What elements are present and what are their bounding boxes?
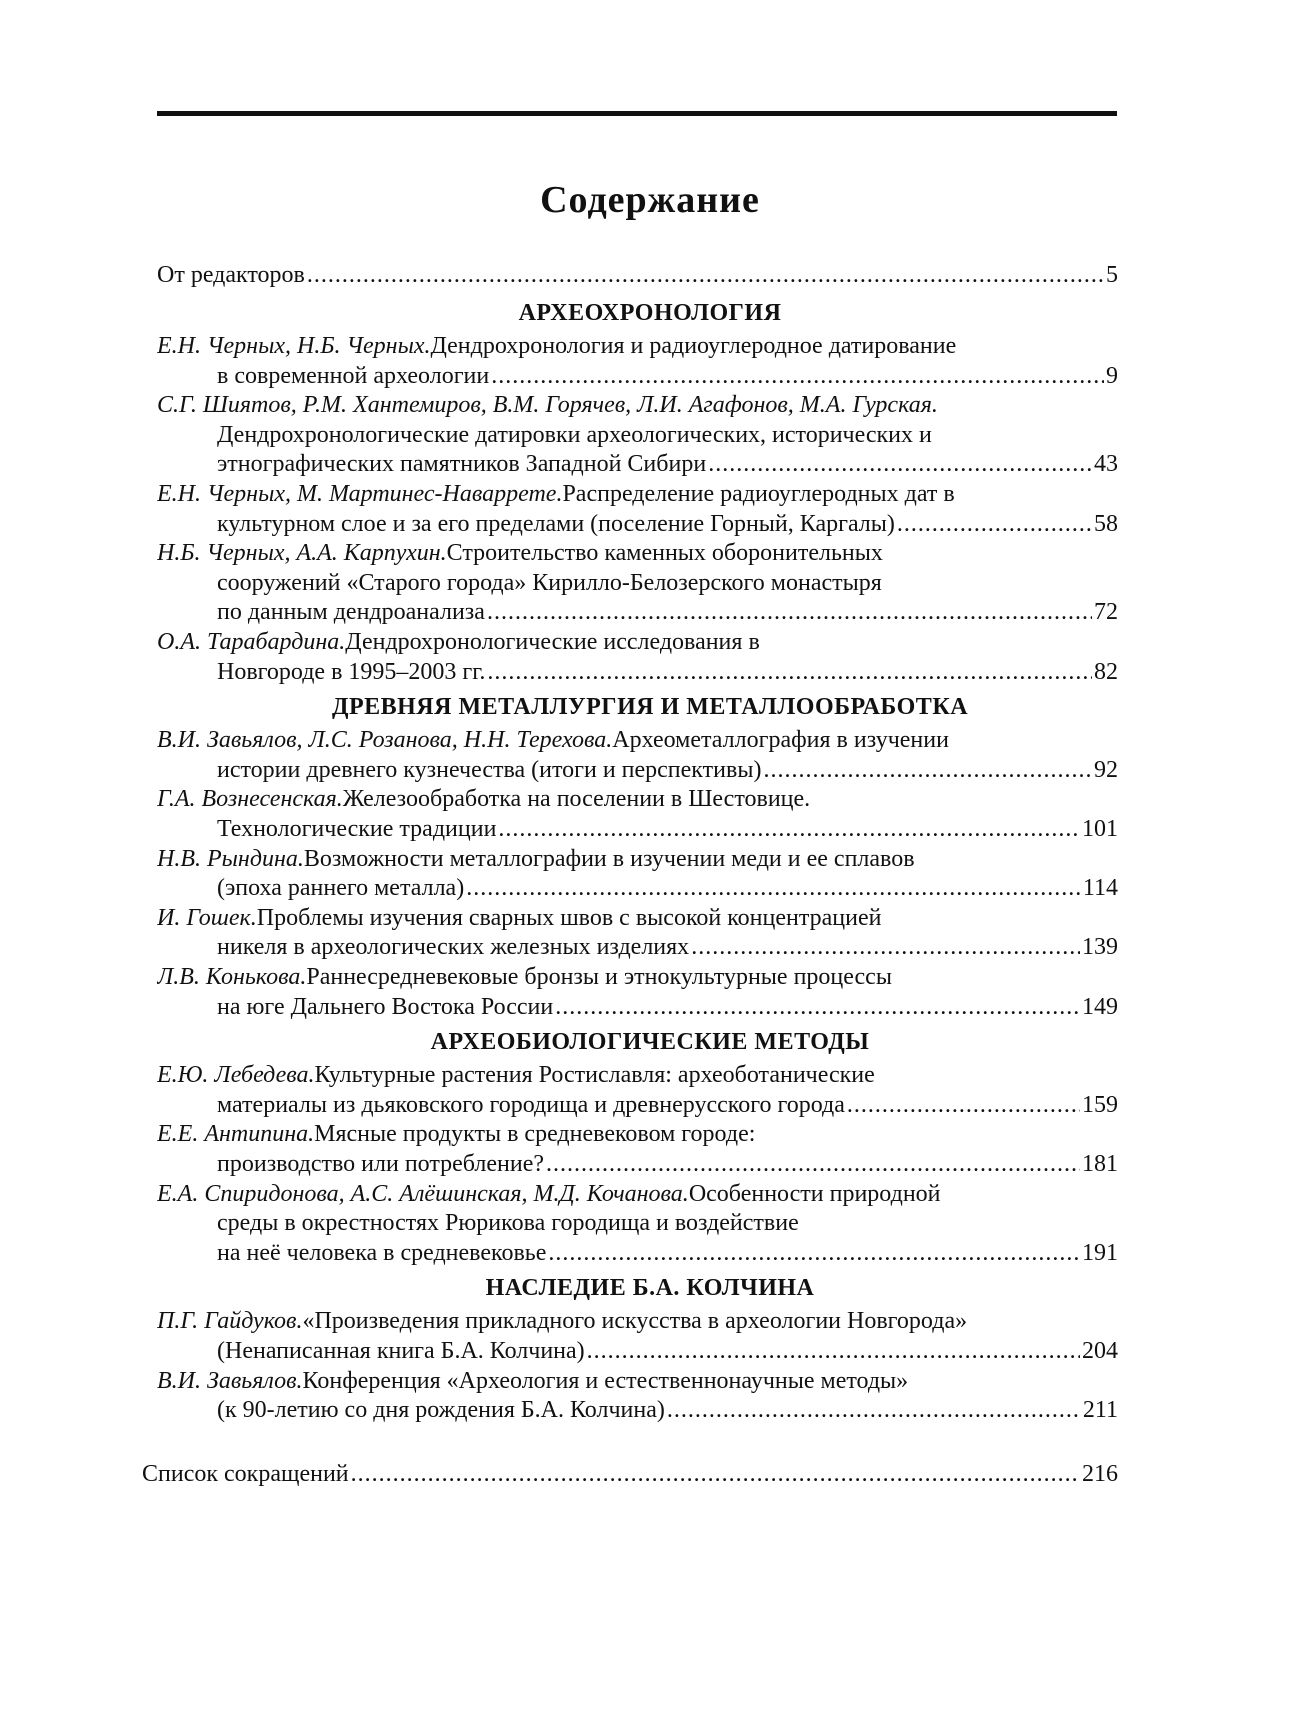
page-number: 43 [1094, 451, 1118, 478]
entry-title-line: Новгороде в 1995–2003 гг. [217, 658, 486, 685]
toc-entry [157, 1179, 1118, 1209]
entry-authors: Е.Е. Антипина. [157, 1121, 315, 1148]
entry-authors: О.А. Тарабардина. [157, 629, 346, 655]
page-number: 5 [1106, 262, 1118, 288]
leader-dots [351, 1459, 1080, 1489]
leader-dots [498, 814, 1080, 844]
toc-entry [157, 479, 1118, 509]
toc-entry-continuation [217, 1208, 1118, 1238]
toc-entry [157, 627, 1118, 657]
toc-entry-continuation[interactable] [217, 597, 1118, 627]
entry-title-line: на юге Дальнего Востока России [217, 993, 554, 1020]
section-heading: АРХЕОХРОНОЛОГИЯ [518, 300, 782, 326]
page-number: 139 [1082, 934, 1118, 961]
leader-dots [897, 509, 1092, 539]
toc-entry-continuation[interactable] [217, 1149, 1118, 1179]
leader-dots [667, 1395, 1081, 1425]
leader-dots [763, 755, 1092, 785]
leader-dots [307, 260, 1104, 290]
page-number: 92 [1094, 756, 1118, 783]
toc-entry-continuation[interactable] [217, 992, 1118, 1022]
entry-title-line: Строительство каменных оборонительных [446, 540, 883, 567]
entry-authors: В.И. Завьялов, Л.С. Розанова, Н.Н. Терехова. [157, 727, 613, 754]
entry-authors: Е.Н. Черных, Н.Б. Черных. [157, 333, 431, 359]
section-heading: АРХЕОБИОЛОГИЧЕСКИЕ МЕТОДЫ [430, 1029, 870, 1056]
entry-title-line: среды в окрестностях Рюрикова городища и воздействие [217, 1210, 799, 1237]
entry-title-line: производство или потребление? [217, 1151, 545, 1177]
entry-authors: П.Г. Гайдуков. [157, 1308, 303, 1335]
entry-title-line: (к 90-летию со дня рождения Б.А. Колчина) [217, 1397, 665, 1424]
leader-dots [587, 1336, 1080, 1366]
entry-authors: Е.А. Спиридонова, А.С. Алёшинская, М.Д. Кочанова. [157, 1180, 689, 1207]
toc-entry-abbreviations[interactable] [142, 1459, 1118, 1489]
page-number: 149 [1082, 993, 1118, 1020]
page-number: 114 [1082, 875, 1118, 902]
toc-entry-continuation[interactable] [217, 449, 1118, 479]
toc-entry [157, 844, 1118, 874]
entry-title-line: истории древнего кузнечества (итоги и перспективы) [217, 756, 762, 783]
toc-entry-foreword[interactable] [157, 260, 1118, 290]
toc-entry [157, 1366, 1118, 1396]
toc-entry [157, 390, 1118, 420]
entry-title-line: «Произведения прикладного искусства в археологии Новгорода» [302, 1308, 968, 1335]
entry-title-line: по данным дендроанализа [217, 599, 485, 626]
leader-dots [691, 932, 1080, 962]
entry-title-line: Мясные продукты в средневековом городе: [314, 1121, 756, 1148]
entry-title-line: Конференция «Археология и естественнонаучные методы» [302, 1367, 909, 1394]
entry-title-line: Археометаллография в изучении [612, 727, 949, 754]
page-number: 204 [1082, 1338, 1118, 1364]
entry-title-line: в современной археологии [217, 362, 490, 389]
leader-dots [847, 1090, 1080, 1120]
entry-title-line: Возможности металлографии в изучении меди и ее сплавов [303, 845, 915, 872]
top-rule [157, 111, 1117, 116]
entry-title-line: (эпоха раннего металла) [217, 875, 465, 902]
entry-title-line: никеля в археологических железных изделиях [217, 934, 690, 961]
entry-authors: Е.Ю. Лебедева. [157, 1062, 315, 1089]
page-title: Содержание [540, 179, 760, 221]
leader-dots [491, 361, 1104, 391]
page-number: 159 [1082, 1091, 1118, 1118]
page-number: 9 [1106, 362, 1118, 389]
entry-authors: Л.В. Конькова. [157, 964, 307, 990]
toc-entry [157, 1060, 1118, 1090]
entry-authors: В.И. Завьялов. [157, 1367, 303, 1394]
entry-title-line: сооружений «Старого города» Кирилло-Белозерского монастыря [217, 569, 882, 596]
entry-title-line: Технологические традиции [217, 816, 497, 842]
leader-dots [548, 1238, 1080, 1268]
toc-entry-continuation[interactable] [217, 657, 1118, 687]
entry-title-line: (Ненаписанная книга Б.А. Колчина) [217, 1338, 585, 1364]
entry-authors: С.Г. Шиятов, Р.М. Хантемиров, В.М. Горячев, Л.И. Агафонов, М.А. Гурская. [157, 392, 938, 419]
entry-title-line: Раннесредневековые бронзы и этнокультурные процессы [306, 964, 892, 990]
toc-entry [157, 903, 1118, 933]
entry-title-line: Дендрохронологические исследования в [345, 629, 760, 655]
toc-entry [157, 1306, 1118, 1336]
toc-entry-continuation[interactable] [217, 1090, 1118, 1120]
page-number: 101 [1082, 816, 1118, 842]
toc-entry [157, 1119, 1118, 1149]
toc-entry [157, 538, 1118, 568]
entry-title-line: Железообработка на поселении в Шестовице. [342, 786, 811, 813]
entry-title-line: Проблемы изучения сварных швов с высокой концентрацией [256, 904, 882, 931]
leader-dots [546, 1149, 1080, 1179]
toc-entry-continuation[interactable] [217, 814, 1118, 844]
toc-entry [157, 331, 1118, 361]
entry-title-line: Дендрохронологические датировки археологических, исторических и [217, 421, 932, 448]
page-number: 58 [1094, 510, 1118, 537]
leader-dots [487, 657, 1092, 687]
toc-entry [157, 784, 1118, 814]
page-number: 191 [1082, 1239, 1118, 1266]
toc-entry-title: Список сокращений [142, 1460, 349, 1487]
toc-entry [157, 962, 1118, 992]
toc-entry-continuation[interactable] [217, 1336, 1118, 1366]
entry-authors: Н.В. Рындина. [157, 845, 304, 872]
section-heading: ДРЕВНЯЯ МЕТАЛЛУРГИЯ И МЕТАЛЛООБРАБОТКА [331, 694, 969, 721]
entry-authors: И. Гошек. [157, 904, 257, 931]
section-heading: НАСЛЕДИЕ Б.А. КОЛЧИНА [485, 1275, 815, 1302]
toc-entry [157, 725, 1118, 755]
entry-title-line: Распределение радиоуглеродных дат в [562, 481, 955, 507]
page-number: 216 [1082, 1460, 1118, 1487]
toc-entry-continuation [217, 568, 1118, 598]
toc-entry-continuation[interactable] [217, 755, 1118, 785]
leader-dots [487, 597, 1092, 627]
page-number: 181 [1082, 1151, 1118, 1177]
entry-title-line: Культурные растения Ростиславля: археоботанические [314, 1062, 875, 1089]
entry-title-line: на неё человека в средневековье [217, 1239, 547, 1266]
page-number: 82 [1094, 658, 1118, 685]
toc-entry-continuation[interactable] [217, 1238, 1118, 1268]
entry-authors: Г.А. Вознесенская. [157, 786, 343, 813]
toc-entry-title: От редакторов [157, 262, 305, 288]
entry-title-line: этнографических памятников Западной Сибири [217, 451, 707, 478]
leader-dots [708, 449, 1092, 479]
toc-entry-continuation[interactable] [217, 509, 1118, 539]
leader-dots [466, 873, 1081, 903]
entry-title-line: материалы из дьяковского городища и древнерусского города [217, 1091, 845, 1118]
entry-title-line: Особенности природной [688, 1180, 941, 1207]
entry-authors: Е.Н. Черных, М. Мартинес-Наваррете. [157, 481, 563, 507]
toc-entry-continuation [217, 420, 1118, 450]
entry-title-line: культурном слое и за его пределами (поселение Горный, Каргалы) [217, 510, 895, 537]
toc-entry-continuation[interactable] [217, 361, 1118, 391]
toc-entry-continuation[interactable] [217, 1395, 1118, 1425]
page-number: 72 [1094, 599, 1118, 626]
page-number: 211 [1082, 1397, 1118, 1424]
entry-title-line: Дендрохронология и радиоуглеродное датирование [430, 333, 957, 359]
toc-entry-continuation[interactable] [217, 873, 1118, 903]
toc-entry-continuation[interactable] [217, 932, 1118, 962]
entry-authors: Н.Б. Черных, А.А. Карпухин. [157, 540, 447, 567]
leader-dots [555, 992, 1080, 1022]
